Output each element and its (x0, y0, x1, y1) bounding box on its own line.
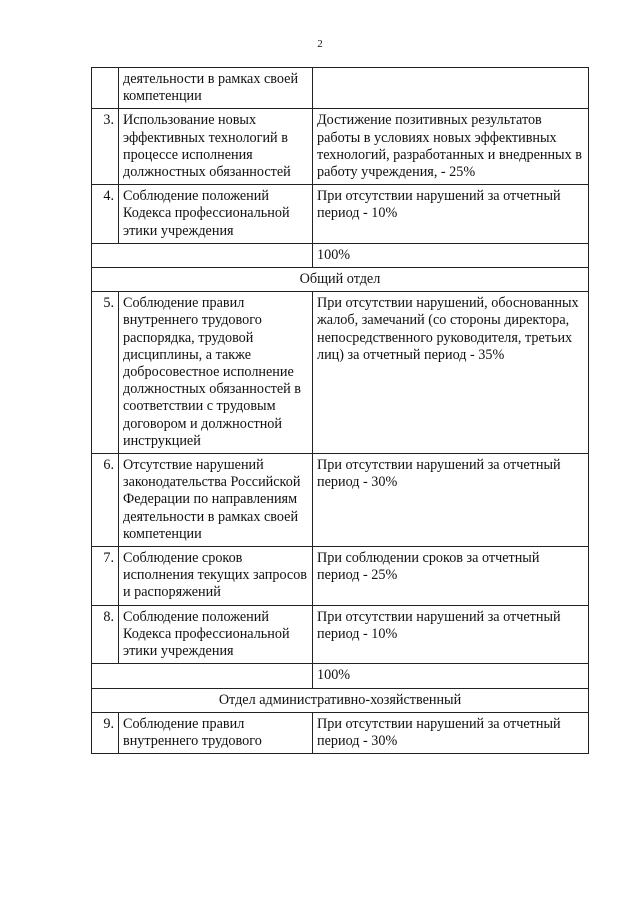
criterion-cell: деятельности в рамках своей компетенции (119, 68, 313, 109)
criterion-cell: Использование новых эффективных технологий в процессе исполнения должностных обязанностей (119, 109, 313, 185)
condition-cell: При отсутствии нарушений за отчетный период - 30% (313, 454, 589, 547)
criterion-cell: Соблюдение положений Кодекса профессиональной этики учреждения (119, 185, 313, 244)
criteria-table (91, 67, 589, 754)
section-row (92, 688, 589, 712)
table-row (92, 454, 589, 547)
row-number: 6. (92, 454, 119, 547)
condition-cell (313, 68, 589, 109)
section-heading: Отдел административно-хозяйственный (92, 688, 589, 712)
row-number: 3. (92, 109, 119, 185)
criterion-cell: Соблюдение сроков исполнения текущих запросов и распоряжений (119, 547, 313, 606)
table-row (92, 185, 589, 244)
total-empty-cell (92, 243, 313, 267)
condition-cell: При отсутствии нарушений за отчетный период - 10% (313, 605, 589, 664)
condition-cell: Достижение позитивных результатов работы в условиях новых эффективных технологий, разработанных и внедренных в работу учреждения, - 25% (313, 109, 589, 185)
total-row (92, 664, 589, 688)
condition-cell: При отсутствии нарушений, обоснованных жалоб, замечаний (со стороны директора, непосредственного руководителя, третьих лиц) за отчетный период - 35% (313, 292, 589, 454)
total-row (92, 243, 589, 267)
table-row (92, 109, 589, 185)
criterion-cell: Соблюдение правил внутреннего трудового распорядка, трудовой дисциплины, а также добросовестное исполнение должностных обязанностей в соответствии с трудовым договором и должностной инструкцией (119, 292, 313, 454)
table-row (92, 547, 589, 606)
total-cell: 100% (313, 664, 589, 688)
criterion-cell: Отсутствие нарушений законодательства Российской Федерации по направлениям деятельности в рамках своей компетенции (119, 454, 313, 547)
row-number: 4. (92, 185, 119, 244)
table-row (92, 712, 589, 753)
table-row (92, 605, 589, 664)
row-number: 8. (92, 605, 119, 664)
row-number: 5. (92, 292, 119, 454)
condition-cell: При отсутствии нарушений за отчетный период - 10% (313, 185, 589, 244)
criterion-cell: Соблюдение положений Кодекса профессиональной этики учреждения (119, 605, 313, 664)
row-number: 7. (92, 547, 119, 606)
row-number: 9. (92, 712, 119, 753)
criterion-cell: Соблюдение правил внутреннего трудового (119, 712, 313, 753)
total-empty-cell (92, 664, 313, 688)
table-row (92, 292, 589, 454)
condition-cell: При соблюдении сроков за отчетный период - 25% (313, 547, 589, 606)
total-cell: 100% (313, 243, 589, 267)
page-number: 2 (317, 38, 323, 50)
condition-cell: При отсутствии нарушений за отчетный период - 30% (313, 712, 589, 753)
section-row (92, 268, 589, 292)
row-number (92, 68, 119, 109)
table-row (92, 68, 589, 109)
section-heading: Общий отдел (92, 268, 589, 292)
